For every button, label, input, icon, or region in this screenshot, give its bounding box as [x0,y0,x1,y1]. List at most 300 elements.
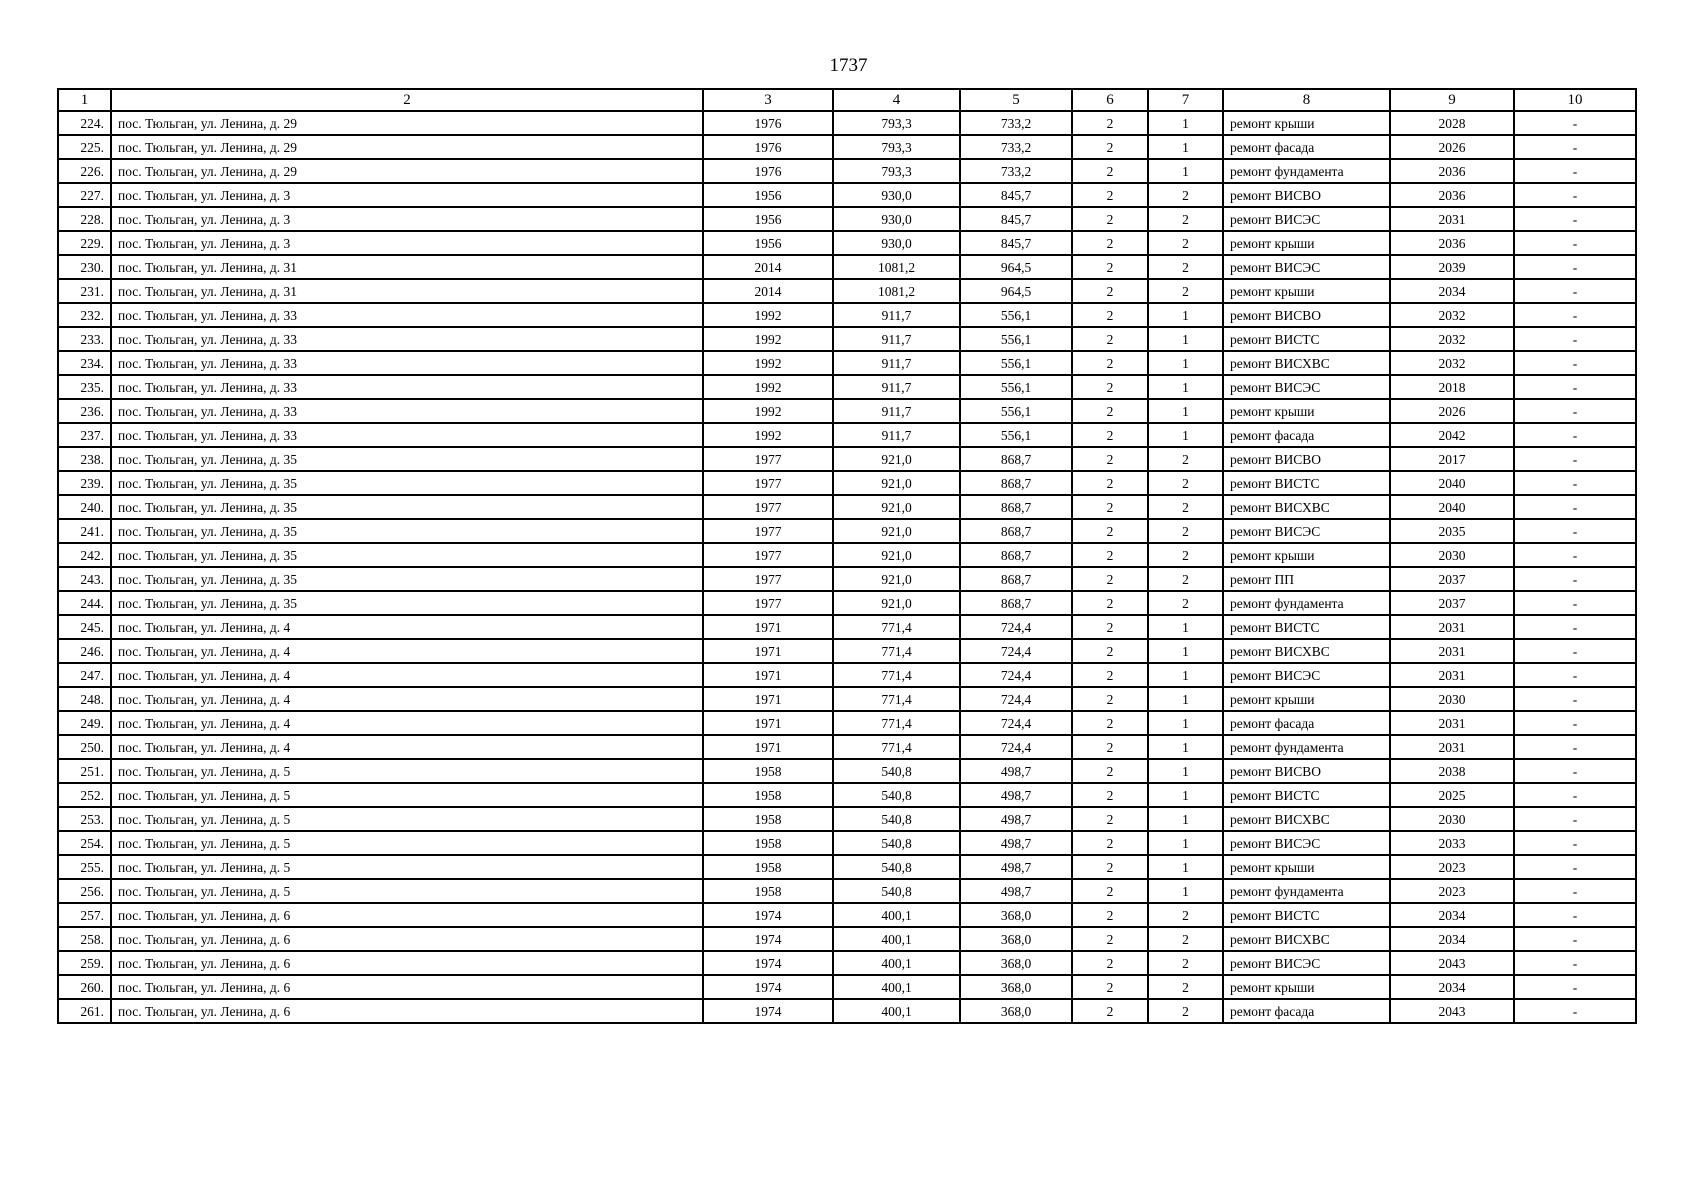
year-built-cell: 1977 [703,591,833,615]
total-area-cell: 771,4 [833,687,960,711]
address-cell: пос. Тюльган, ул. Ленина, д. 35 [111,567,703,591]
planned-year-cell: 2017 [1390,447,1514,471]
note-cell: - [1514,735,1636,759]
address-cell: пос. Тюльган, ул. Ленина, д. 5 [111,879,703,903]
year-built-cell: 1971 [703,663,833,687]
total-area-cell: 793,3 [833,135,960,159]
total-area-cell: 1081,2 [833,255,960,279]
planned-year-cell: 2033 [1390,831,1514,855]
planned-year-cell: 2036 [1390,183,1514,207]
work-type-cell: ремонт ВИСХВС [1223,927,1390,951]
table-row [58,711,1636,735]
table-header-row [58,89,1636,111]
work-type-cell: ремонт ВИСЭС [1223,375,1390,399]
work-type-cell: ремонт ВИСХВС [1223,351,1390,375]
living-area-cell: 724,4 [960,639,1072,663]
living-area-cell: 556,1 [960,303,1072,327]
living-area-cell: 845,7 [960,183,1072,207]
total-area-cell: 921,0 [833,567,960,591]
total-area-cell: 921,0 [833,471,960,495]
address-cell: пос. Тюльган, ул. Ленина, д. 4 [111,711,703,735]
table-row [58,519,1636,543]
work-type-cell: ремонт ВИСВО [1223,303,1390,327]
work-type-cell: ремонт ВИСТС [1223,783,1390,807]
floors-cell: 2 [1072,399,1148,423]
floors-cell: 2 [1072,783,1148,807]
entrances-cell: 2 [1148,519,1223,543]
living-area-cell: 368,0 [960,951,1072,975]
living-area-cell: 556,1 [960,351,1072,375]
work-type-cell: ремонт ВИСВО [1223,759,1390,783]
total-area-cell: 400,1 [833,903,960,927]
floors-cell: 2 [1072,327,1148,351]
floors-cell: 2 [1072,207,1148,231]
floors-cell: 2 [1072,999,1148,1023]
row-number-cell: 239. [58,471,111,495]
planned-year-cell: 2036 [1390,231,1514,255]
year-built-cell: 2014 [703,279,833,303]
note-cell: - [1514,999,1636,1023]
total-area-cell: 921,0 [833,543,960,567]
row-number-cell: 253. [58,807,111,831]
row-number-cell: 237. [58,423,111,447]
planned-year-cell: 2031 [1390,735,1514,759]
row-number-cell: 225. [58,135,111,159]
work-type-cell: ремонт фасада [1223,999,1390,1023]
row-number-cell: 233. [58,327,111,351]
year-built-cell: 1956 [703,207,833,231]
row-number-cell: 244. [58,591,111,615]
work-type-cell: ремонт ВИСТС [1223,327,1390,351]
note-cell: - [1514,711,1636,735]
note-cell: - [1514,831,1636,855]
address-cell: пос. Тюльган, ул. Ленина, д. 5 [111,807,703,831]
floors-cell: 2 [1072,303,1148,327]
work-type-cell: ремонт фасада [1223,423,1390,447]
floors-cell: 2 [1072,975,1148,999]
entrances-cell: 1 [1148,135,1223,159]
table-row [58,423,1636,447]
entrances-cell: 1 [1148,663,1223,687]
address-cell: пос. Тюльган, ул. Ленина, д. 4 [111,639,703,663]
year-built-cell: 1992 [703,423,833,447]
address-cell: пос. Тюльган, ул. Ленина, д. 4 [111,615,703,639]
table-row [58,999,1636,1023]
entrances-cell: 1 [1148,807,1223,831]
table-row [58,375,1636,399]
living-area-cell: 724,4 [960,735,1072,759]
planned-year-cell: 2031 [1390,663,1514,687]
entrances-cell: 1 [1148,639,1223,663]
work-type-cell: ремонт ВИСЭС [1223,831,1390,855]
column-header-1: 1 [58,89,111,111]
note-cell: - [1514,519,1636,543]
note-cell: - [1514,927,1636,951]
work-type-cell: ремонт ВИСХВС [1223,495,1390,519]
address-cell: пос. Тюльган, ул. Ленина, д. 33 [111,327,703,351]
column-header-7: 7 [1148,89,1223,111]
address-cell: пос. Тюльган, ул. Ленина, д. 31 [111,279,703,303]
living-area-cell: 724,4 [960,615,1072,639]
total-area-cell: 400,1 [833,999,960,1023]
column-header-9: 9 [1390,89,1514,111]
address-cell: пос. Тюльган, ул. Ленина, д. 6 [111,999,703,1023]
note-cell: - [1514,375,1636,399]
table-row [58,567,1636,591]
total-area-cell: 540,8 [833,855,960,879]
floors-cell: 2 [1072,447,1148,471]
work-type-cell: ремонт ВИСХВС [1223,807,1390,831]
work-type-cell: ремонт ВИСЭС [1223,951,1390,975]
work-type-cell: ремонт ВИСВО [1223,183,1390,207]
entrances-cell: 2 [1148,591,1223,615]
note-cell: - [1514,327,1636,351]
work-type-cell: ремонт ПП [1223,567,1390,591]
planned-year-cell: 2031 [1390,711,1514,735]
planned-year-cell: 2025 [1390,783,1514,807]
living-area-cell: 733,2 [960,159,1072,183]
note-cell: - [1514,471,1636,495]
work-type-cell: ремонт ВИСЭС [1223,207,1390,231]
total-area-cell: 921,0 [833,519,960,543]
entrances-cell: 1 [1148,759,1223,783]
living-area-cell: 498,7 [960,807,1072,831]
table-row [58,927,1636,951]
note-cell: - [1514,159,1636,183]
note-cell: - [1514,447,1636,471]
year-built-cell: 1974 [703,903,833,927]
address-cell: пос. Тюльган, ул. Ленина, д. 33 [111,375,703,399]
address-cell: пос. Тюльган, ул. Ленина, д. 4 [111,735,703,759]
floors-cell: 2 [1072,759,1148,783]
repair-schedule-table [57,88,1637,1024]
year-built-cell: 1958 [703,783,833,807]
floors-cell: 2 [1072,807,1148,831]
row-number-cell: 255. [58,855,111,879]
row-number-cell: 252. [58,783,111,807]
row-number-cell: 249. [58,711,111,735]
entrances-cell: 1 [1148,351,1223,375]
entrances-cell: 1 [1148,327,1223,351]
table-row [58,783,1636,807]
table-row [58,639,1636,663]
work-type-cell: ремонт крыши [1223,687,1390,711]
planned-year-cell: 2031 [1390,615,1514,639]
row-number-cell: 256. [58,879,111,903]
work-type-cell: ремонт крыши [1223,279,1390,303]
planned-year-cell: 2018 [1390,375,1514,399]
planned-year-cell: 2035 [1390,519,1514,543]
address-cell: пос. Тюльган, ул. Ленина, д. 33 [111,351,703,375]
floors-cell: 2 [1072,255,1148,279]
total-area-cell: 911,7 [833,303,960,327]
total-area-cell: 540,8 [833,783,960,807]
living-area-cell: 724,4 [960,711,1072,735]
floors-cell: 2 [1072,183,1148,207]
floors-cell: 2 [1072,231,1148,255]
total-area-cell: 793,3 [833,111,960,135]
row-number-cell: 230. [58,255,111,279]
row-number-cell: 238. [58,447,111,471]
address-cell: пос. Тюльган, ул. Ленина, д. 31 [111,255,703,279]
year-built-cell: 1976 [703,111,833,135]
total-area-cell: 771,4 [833,615,960,639]
year-built-cell: 1977 [703,543,833,567]
total-area-cell: 771,4 [833,711,960,735]
address-cell: пос. Тюльган, ул. Ленина, д. 5 [111,759,703,783]
planned-year-cell: 2037 [1390,567,1514,591]
table-row [58,879,1636,903]
column-header-2: 2 [111,89,703,111]
planned-year-cell: 2023 [1390,855,1514,879]
row-number-cell: 242. [58,543,111,567]
entrances-cell: 1 [1148,159,1223,183]
note-cell: - [1514,951,1636,975]
table-row [58,207,1636,231]
year-built-cell: 1958 [703,831,833,855]
table-row [58,399,1636,423]
table-row [58,159,1636,183]
row-number-cell: 231. [58,279,111,303]
address-cell: пос. Тюльган, ул. Ленина, д. 6 [111,927,703,951]
living-area-cell: 556,1 [960,375,1072,399]
address-cell: пос. Тюльган, ул. Ленина, д. 6 [111,951,703,975]
floors-cell: 2 [1072,711,1148,735]
entrances-cell: 1 [1148,831,1223,855]
note-cell: - [1514,759,1636,783]
year-built-cell: 1974 [703,927,833,951]
entrances-cell: 1 [1148,375,1223,399]
living-area-cell: 368,0 [960,999,1072,1023]
floors-cell: 2 [1072,735,1148,759]
floors-cell: 2 [1072,927,1148,951]
address-cell: пос. Тюльган, ул. Ленина, д. 5 [111,831,703,855]
table-row [58,663,1636,687]
living-area-cell: 556,1 [960,423,1072,447]
total-area-cell: 1081,2 [833,279,960,303]
total-area-cell: 911,7 [833,375,960,399]
floors-cell: 2 [1072,471,1148,495]
year-built-cell: 1971 [703,687,833,711]
work-type-cell: ремонт крыши [1223,231,1390,255]
year-built-cell: 1992 [703,351,833,375]
total-area-cell: 911,7 [833,423,960,447]
entrances-cell: 1 [1148,303,1223,327]
row-number-cell: 226. [58,159,111,183]
total-area-cell: 921,0 [833,591,960,615]
planned-year-cell: 2032 [1390,303,1514,327]
floors-cell: 2 [1072,903,1148,927]
table-row [58,303,1636,327]
planned-year-cell: 2038 [1390,759,1514,783]
planned-year-cell: 2034 [1390,903,1514,927]
row-number-cell: 258. [58,927,111,951]
table-row [58,183,1636,207]
year-built-cell: 1971 [703,639,833,663]
table-row [58,255,1636,279]
work-type-cell: ремонт ВИСТС [1223,471,1390,495]
table-row [58,735,1636,759]
entrances-cell: 2 [1148,927,1223,951]
work-type-cell: ремонт крыши [1223,111,1390,135]
total-area-cell: 400,1 [833,927,960,951]
row-number-cell: 224. [58,111,111,135]
living-area-cell: 498,7 [960,759,1072,783]
row-number-cell: 232. [58,303,111,327]
planned-year-cell: 2031 [1390,207,1514,231]
planned-year-cell: 2034 [1390,975,1514,999]
work-type-cell: ремонт ВИСЭС [1223,663,1390,687]
note-cell: - [1514,399,1636,423]
work-type-cell: ремонт фундамента [1223,591,1390,615]
total-area-cell: 540,8 [833,759,960,783]
year-built-cell: 1971 [703,615,833,639]
floors-cell: 2 [1072,351,1148,375]
total-area-cell: 771,4 [833,735,960,759]
address-cell: пос. Тюльган, ул. Ленина, д. 29 [111,111,703,135]
year-built-cell: 1974 [703,951,833,975]
planned-year-cell: 2042 [1390,423,1514,447]
floors-cell: 2 [1072,495,1148,519]
living-area-cell: 868,7 [960,591,1072,615]
work-type-cell: ремонт крыши [1223,855,1390,879]
row-number-cell: 259. [58,951,111,975]
entrances-cell: 2 [1148,495,1223,519]
entrances-cell: 1 [1148,783,1223,807]
address-cell: пос. Тюльган, ул. Ленина, д. 5 [111,783,703,807]
entrances-cell: 2 [1148,975,1223,999]
year-built-cell: 1977 [703,567,833,591]
entrances-cell: 1 [1148,423,1223,447]
address-cell: пос. Тюльган, ул. Ленина, д. 4 [111,687,703,711]
floors-cell: 2 [1072,111,1148,135]
planned-year-cell: 2040 [1390,471,1514,495]
work-type-cell: ремонт ВИСТС [1223,903,1390,927]
address-cell: пос. Тюльган, ул. Ленина, д. 35 [111,471,703,495]
total-area-cell: 771,4 [833,663,960,687]
table-row [58,975,1636,999]
year-built-cell: 1977 [703,519,833,543]
row-number-cell: 257. [58,903,111,927]
year-built-cell: 1974 [703,975,833,999]
note-cell: - [1514,567,1636,591]
floors-cell: 2 [1072,519,1148,543]
floors-cell: 2 [1072,135,1148,159]
living-area-cell: 556,1 [960,399,1072,423]
living-area-cell: 724,4 [960,663,1072,687]
note-cell: - [1514,351,1636,375]
total-area-cell: 400,1 [833,975,960,999]
note-cell: - [1514,135,1636,159]
total-area-cell: 930,0 [833,183,960,207]
floors-cell: 2 [1072,831,1148,855]
row-number-cell: 254. [58,831,111,855]
work-type-cell: ремонт ВИСТС [1223,615,1390,639]
entrances-cell: 2 [1148,999,1223,1023]
year-built-cell: 1971 [703,711,833,735]
row-number-cell: 240. [58,495,111,519]
year-built-cell: 1992 [703,399,833,423]
table-row [58,231,1636,255]
row-number-cell: 234. [58,351,111,375]
year-built-cell: 1992 [703,375,833,399]
address-cell: пос. Тюльган, ул. Ленина, д. 29 [111,135,703,159]
work-type-cell: ремонт ВИСВО [1223,447,1390,471]
work-type-cell: ремонт фундамента [1223,735,1390,759]
living-area-cell: 868,7 [960,495,1072,519]
total-area-cell: 911,7 [833,327,960,351]
work-type-cell: ремонт ВИСЭС [1223,255,1390,279]
address-cell: пос. Тюльган, ул. Ленина, д. 29 [111,159,703,183]
table-row [58,495,1636,519]
entrances-cell: 2 [1148,543,1223,567]
entrances-cell: 2 [1148,471,1223,495]
note-cell: - [1514,975,1636,999]
entrances-cell: 2 [1148,447,1223,471]
planned-year-cell: 2040 [1390,495,1514,519]
entrances-cell: 2 [1148,903,1223,927]
entrances-cell: 1 [1148,711,1223,735]
planned-year-cell: 2026 [1390,399,1514,423]
year-built-cell: 1956 [703,231,833,255]
table-row [58,327,1636,351]
planned-year-cell: 2023 [1390,879,1514,903]
living-area-cell: 498,7 [960,831,1072,855]
entrances-cell: 1 [1148,399,1223,423]
year-built-cell: 1958 [703,855,833,879]
work-type-cell: ремонт крыши [1223,975,1390,999]
row-number-cell: 261. [58,999,111,1023]
note-cell: - [1514,279,1636,303]
planned-year-cell: 2043 [1390,951,1514,975]
row-number-cell: 260. [58,975,111,999]
note-cell: - [1514,807,1636,831]
total-area-cell: 921,0 [833,495,960,519]
living-area-cell: 845,7 [960,231,1072,255]
page-number: 1737 [829,55,868,76]
column-header-3: 3 [703,89,833,111]
column-header-5: 5 [960,89,1072,111]
address-cell: пос. Тюльган, ул. Ленина, д. 5 [111,855,703,879]
row-number-cell: 245. [58,615,111,639]
total-area-cell: 400,1 [833,951,960,975]
living-area-cell: 368,0 [960,903,1072,927]
year-built-cell: 1974 [703,999,833,1023]
living-area-cell: 498,7 [960,879,1072,903]
row-number-cell: 250. [58,735,111,759]
table-row [58,543,1636,567]
table-row [58,855,1636,879]
planned-year-cell: 2034 [1390,927,1514,951]
column-header-6: 6 [1072,89,1148,111]
address-cell: пос. Тюльган, ул. Ленина, д. 35 [111,543,703,567]
living-area-cell: 498,7 [960,783,1072,807]
table-row [58,591,1636,615]
column-header-4: 4 [833,89,960,111]
total-area-cell: 540,8 [833,879,960,903]
table-row [58,279,1636,303]
living-area-cell: 724,4 [960,687,1072,711]
table-row [58,831,1636,855]
year-built-cell: 2014 [703,255,833,279]
address-cell: пос. Тюльган, ул. Ленина, д. 33 [111,423,703,447]
table-row [58,903,1636,927]
floors-cell: 2 [1072,951,1148,975]
entrances-cell: 2 [1148,279,1223,303]
column-header-10: 10 [1514,89,1636,111]
work-type-cell: ремонт крыши [1223,543,1390,567]
row-number-cell: 229. [58,231,111,255]
